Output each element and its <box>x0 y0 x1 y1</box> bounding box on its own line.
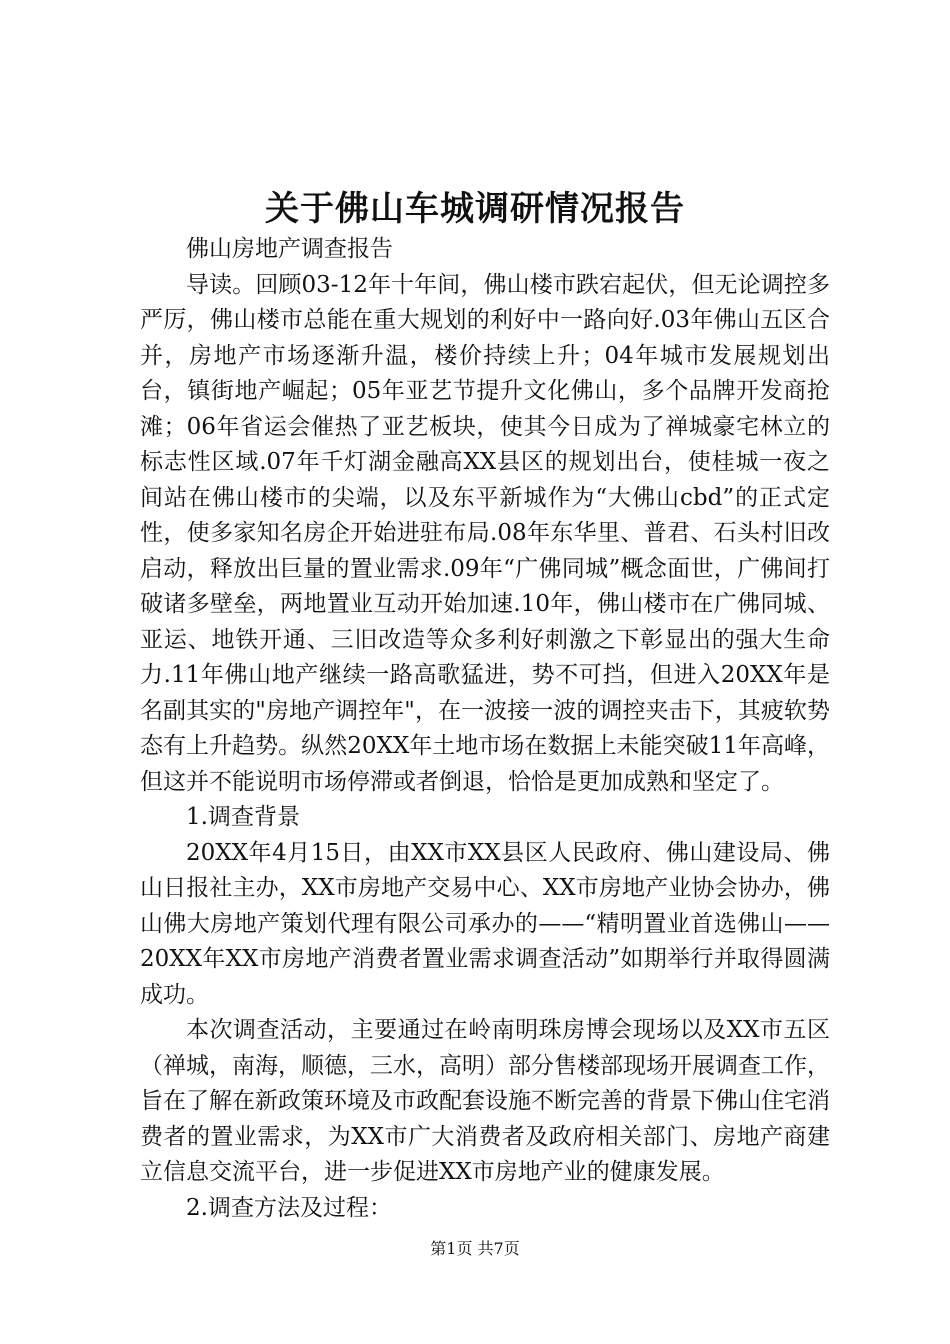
purpose-paragraph: 本次调查活动，主要通过在岭南明珠房博会现场以及XX市五区（禅城，南海，顺德，三水，高明）部分售楼部现场开展调查工作，旨在了解在新政策环境及市政配套设施不断完善的背景下佛山住宅消费者的置业需求，为XX市广大消费者及政府相关部门、房地产商建立信息交流平台，进一步促进XX市房地产业的健康发展。 <box>140 1017 830 1185</box>
document-body <box>140 232 830 1226</box>
intro-paragraph: 导读。回顾03-12年十年间，佛山楼市跌宕起伏，但无论调控多严厉，佛山楼市总能在重大规划的利好中一路向好.03年佛山五区合并，房地产市场逐渐升温，楼价持续上升；04年城市发展规划出台，镇街地产崛起；05年亚艺节提升文化佛山，多个品牌开发商抢滩；06年省运会催热了亚艺板块，使其今日成为了禅城豪宅林立的标志性区域.07年千灯湖金融高XX县区的规划出台，使桂城一夜之间站在佛山楼市的尖端，以及东平新城作为“大佛山cbd”的正式定性，使多家知名房企开始进驻布局.08年东华里、普君、石头村旧改启动，释放出巨量的置业需求.09年“广佛同城”概念面世，广佛间打破诸多壁垒，两地置业互动开始加速.10年，佛山楼市在广佛同城、亚运、地铁开通、三旧改造等众多利好刺激之下彰显出的强大生命力.11年佛山地产继续一路高歌猛进，势不可挡，但进入20XX年是名副其实的"房地产调控年"，在一波接一波的调控夹击下，其疲软势态有上升趋势。纵然20XX年土地市场在数据上未能突破11年高峰，但这并不能说明市场停滞或者倒退，恰恰是更加成熟和坚定了。 <box>140 271 830 795</box>
section-heading-background: 1.调查背景 <box>186 804 300 830</box>
section-heading-method: 2.调查方法及过程： <box>186 1194 392 1221</box>
document-title: 关于佛山车城调研情况报告 <box>265 189 685 229</box>
page-number-footer: 第1页 共7页 <box>430 1239 520 1258</box>
subtitle-paragraph: 佛山房地产调查报告 <box>186 236 393 262</box>
background-paragraph: 20XX年4月15日，由XX市XX县区人民政府、佛山建设局、佛山日报社主办，XX市房地产交易中心、XX市房地产业协会协办，佛山佛大房地产策划代理有限公司承办的——“精明置业首选佛山——20XX年XX市房地产消费者置业需求调查活动”如期举行并取得圆满成功。 <box>140 839 830 1008</box>
